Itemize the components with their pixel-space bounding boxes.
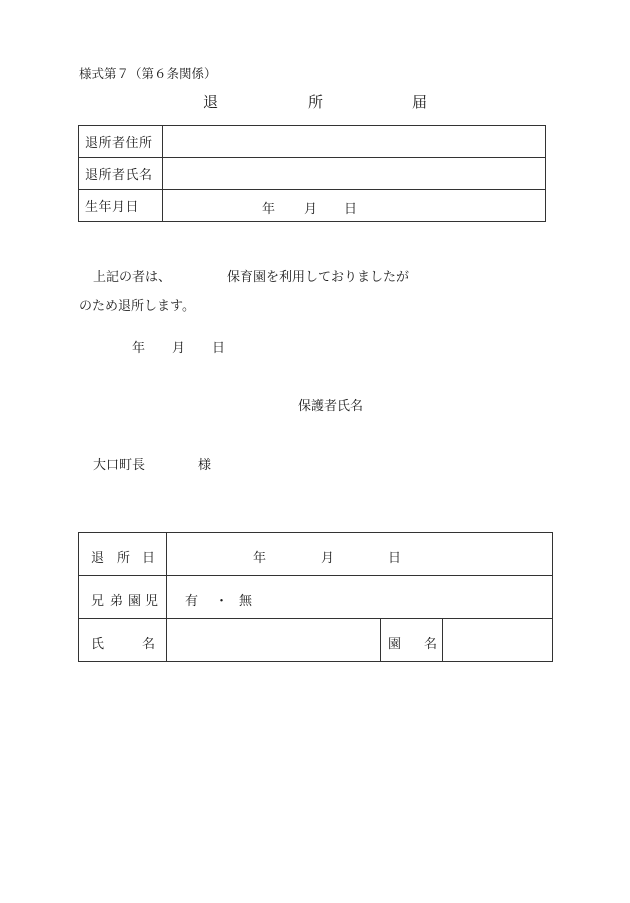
date-day-label: 日 xyxy=(212,341,226,356)
applicant-info-table xyxy=(78,125,546,222)
addressee-honorific: 様 xyxy=(198,458,212,473)
address-label: 退所者住所 xyxy=(79,126,163,158)
school-name-label xyxy=(381,619,443,662)
siblings-label xyxy=(79,576,167,619)
siblings-row xyxy=(79,576,553,619)
child-name-label xyxy=(79,619,167,662)
leave-day-label: 日 xyxy=(388,551,402,566)
name-label: 退所者氏名 xyxy=(79,158,163,190)
leave-date-char-3: 日 xyxy=(142,551,156,566)
birthdate-row xyxy=(79,190,546,222)
school-name-char-2: 名 xyxy=(424,637,438,652)
child-school-row xyxy=(79,619,553,662)
title-char-1: 退 xyxy=(203,93,219,111)
leave-date-field[interactable] xyxy=(167,533,553,576)
siblings-char-4: 児 xyxy=(145,594,159,609)
school-name-char-1: 園 xyxy=(388,637,402,652)
siblings-yes-option[interactable]: 有 xyxy=(185,594,199,609)
birthdate-field[interactable] xyxy=(163,190,546,222)
leave-date-char-2: 所 xyxy=(117,551,131,566)
siblings-char-1: 兄 xyxy=(91,594,105,609)
child-name-char-2: 名 xyxy=(142,637,156,652)
address-row xyxy=(79,126,546,158)
siblings-char-3: 園 xyxy=(128,594,142,609)
addressee-name: 大口町長 xyxy=(93,458,146,473)
siblings-field xyxy=(167,576,553,619)
guardian-name-label: 保護者氏名 xyxy=(298,399,364,414)
leave-date-row xyxy=(79,533,553,576)
leave-date-label xyxy=(79,533,167,576)
name-row xyxy=(79,158,546,190)
statement-line1-a: 上記の者は、 xyxy=(93,270,172,285)
leave-year-label: 年 xyxy=(253,551,267,566)
title-char-2: 所 xyxy=(308,93,324,111)
statement-line1-b: 保育園を利用しておりましたが xyxy=(227,270,410,285)
birth-month-label: 月 xyxy=(304,202,318,217)
statement-line2: のため退所します。 xyxy=(79,299,195,314)
date-year-label: 年 xyxy=(132,341,146,356)
child-name-char-1: 氏 xyxy=(91,637,105,652)
title-char-3: 届 xyxy=(412,93,428,111)
name-field[interactable] xyxy=(163,158,546,190)
leave-date-char-1: 退 xyxy=(91,551,105,566)
date-month-label: 月 xyxy=(172,341,186,356)
office-use-table xyxy=(78,532,553,662)
birth-day-label: 日 xyxy=(344,202,358,217)
form-reference: 様式第７（第６条関係） xyxy=(79,66,217,81)
address-field[interactable] xyxy=(163,126,546,158)
birthdate-label: 生年月日 xyxy=(79,190,163,222)
birth-year-label: 年 xyxy=(262,202,276,217)
siblings-separator: ・ xyxy=(215,594,229,609)
child-name-field[interactable] xyxy=(167,619,381,662)
siblings-char-2: 弟 xyxy=(110,594,124,609)
school-name-field[interactable] xyxy=(443,619,553,662)
siblings-no-option[interactable]: 無 xyxy=(239,594,253,609)
leave-month-label: 月 xyxy=(321,551,335,566)
